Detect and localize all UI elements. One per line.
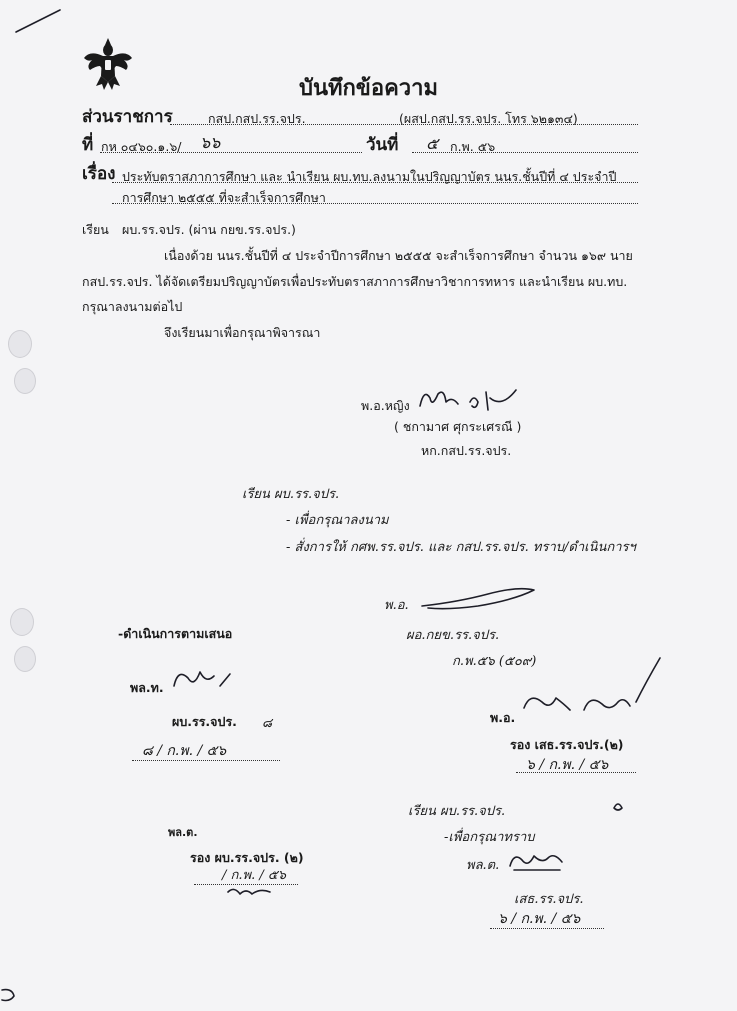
annotation-5-date: ๖ / ก.พ. / ๕๖ bbox=[498, 911, 581, 927]
department-value: กสป.กสป.รร.จปร. bbox=[208, 111, 306, 126]
punch-hole bbox=[14, 368, 36, 394]
subject-text-1: ประทับตราสภาการศึกษา และ นำเรียน ผบ.ทบ.ลงนามในปริญญาบัตร นนร.ชั้นปีที่ ๔ ประจำปี bbox=[122, 169, 617, 184]
annotation-3-date: ๖ / ก.พ. / ๕๖ bbox=[526, 757, 609, 773]
date-label: วันที่ bbox=[366, 135, 399, 155]
annotation-5-rank: พล.ต. bbox=[466, 858, 500, 873]
annotation-5-item: -เพื่อกรุณาทราบ bbox=[444, 830, 535, 845]
memo-title: บันทึกข้อความ bbox=[298, 76, 438, 101]
punch-hole bbox=[14, 646, 36, 672]
signature-annotation-3 bbox=[520, 652, 670, 722]
punch-hole bbox=[8, 330, 32, 358]
ref-value: กห ๐๔๖๐.๑.๖/ bbox=[101, 139, 182, 154]
signature-1 bbox=[416, 384, 526, 416]
annotation-3-position: รอง เสธ.รร.จปร.(๒) bbox=[510, 737, 624, 752]
annotation-4-rank: พล.ต. bbox=[168, 826, 198, 839]
to-label: เรียน bbox=[82, 222, 109, 237]
signature-annotation-1 bbox=[418, 584, 538, 612]
annotation-2-rank: พล.ท. bbox=[130, 680, 164, 695]
closing-line: จึงเรียนมาเพื่อกรุณาพิจารณา bbox=[164, 325, 321, 340]
ref-handwritten-number: ๖๖ bbox=[200, 133, 221, 152]
department-label: ส่วนราชการ bbox=[82, 107, 173, 127]
punch-hole bbox=[10, 608, 34, 636]
annotation-2-date: ๘ / ก.พ. / ๕๖ bbox=[142, 743, 227, 759]
signer-1-name: ( ชกามาศ ศุกระเศรณี ) bbox=[394, 419, 522, 434]
annotation-5-to: เรียน ผบ.รร.จปร. bbox=[408, 804, 506, 819]
subject-label: เรื่อง bbox=[82, 164, 116, 184]
annotation-1-item-2: - สั่งการให้ กศพ.รร.จปร. และ กสป.รร.จปร. ทราบ/ดำเนินการฯ bbox=[286, 540, 636, 555]
annotation-1-to: เรียน ผบ.รร.จปร. bbox=[242, 487, 340, 502]
annotation-4-date: / ก.พ. / ๕๖ bbox=[222, 868, 286, 883]
subject-text-2: การศึกษา ๒๕๕๕ ที่จะสำเร็จการศึกษา bbox=[122, 190, 326, 205]
body-line-3: กรุณาลงนามต่อไป bbox=[82, 299, 183, 314]
annotation-1-position: ผอ.กยข.รร.จปร. bbox=[406, 628, 500, 643]
body-line-2: กสป.รร.จปร. ได้จัดเตรียมปริญญาบัตรเพื่อประทับตราสภาการศึกษาวิชาการทหาร และนำเรียน ผบ.ทบ. bbox=[82, 274, 628, 289]
annotation-1-date: ก.พ.๕๖ (๕๐๙) bbox=[452, 654, 537, 669]
signature-annotation-4 bbox=[226, 884, 276, 898]
stray-mark bbox=[0, 984, 20, 1004]
annotation-2-position: ผบ.รร.จปร. bbox=[172, 714, 237, 729]
date-line bbox=[412, 152, 638, 153]
ref-label: ที่ bbox=[82, 135, 94, 155]
department-phone: (ผสป.กสป.รร.จปร. โทร ๖๒๑๓๔) bbox=[399, 111, 578, 126]
annotation-3-rank: พ.อ. bbox=[490, 710, 516, 725]
annotation-2-action: -ดำเนินการตามเสนอ bbox=[118, 626, 233, 641]
signer-1-position: หก.กสป.รร.จปร. bbox=[421, 443, 512, 458]
signature-annotation-2 bbox=[170, 664, 240, 692]
annotation-1-rank: พ.อ. bbox=[384, 598, 409, 613]
scan-mark bbox=[14, 6, 64, 36]
date-handwritten-day: ๕ bbox=[426, 134, 439, 153]
annotation-4-position: รอง ผบ.รร.จปร. (๒) bbox=[190, 850, 304, 865]
to-value: ผบ.รร.จปร. (ผ่าน กยข.รร.จปร.) bbox=[122, 222, 296, 237]
stray-mark bbox=[610, 798, 626, 814]
date-value: ก.พ. ๕๖ bbox=[450, 139, 496, 154]
annotation-2-number: ๘ bbox=[262, 716, 273, 731]
body-line-1: เนื่องด้วย นนร.ชั้นปีที่ ๔ ประจำปีการศึกษา ๒๕๕๕ จะสำเร็จการศึกษา จำนวน ๑๖๙ นาย bbox=[164, 248, 633, 263]
signature-annotation-5 bbox=[506, 846, 566, 874]
signer-1-rank: พ.อ.หญิง bbox=[361, 398, 410, 413]
annotation-1-item-1: - เพื่อกรุณาลงนาม bbox=[286, 513, 389, 528]
annotation-5-position: เสธ.รร.จปร. bbox=[514, 892, 584, 907]
